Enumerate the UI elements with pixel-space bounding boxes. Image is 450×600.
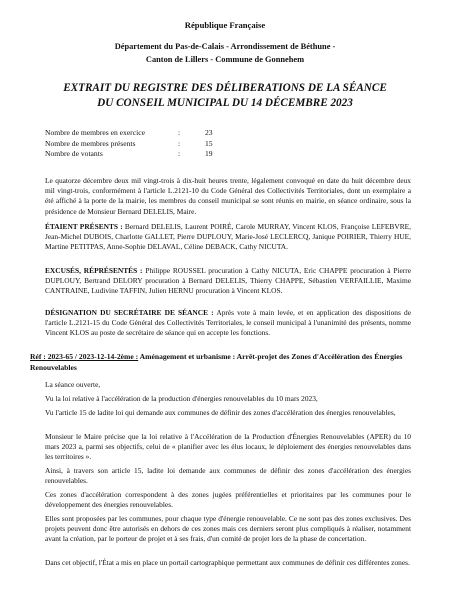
- members-table: [45, 128, 245, 160]
- present-text: Bernard DELELIS, Laurent POIRÉ, Carole MURRAY, Vincent KLOS, Françoise LEFEBVRE, Jean-Michel DUBOIS, Charlotte GALLET, Pierre DUPLOUY, Marie-José LECLERCQ, Janique POIRIER, Thierry HUE, Martine PETITPAS, Anne-Sophie DELAVAL, Céline DEBACK, Cathy NICUTA.: [45, 222, 411, 252]
- members-label: Nombre de membres présents: [45, 138, 136, 148]
- members-row: [45, 139, 245, 150]
- body-paragraph: La séance ouverte,: [45, 380, 101, 389]
- republic-heading: République Française: [184, 20, 266, 30]
- deliberation-subject: [30, 352, 420, 373]
- members-label: Nombre de votants: [45, 149, 103, 159]
- body-paragraph: Monsieur le Maire précise que la loi relative à l'Accélération de la Production d'Énergies Renouvelables (APER) du 10 mars 2023 a, parmi ses objectifs, celui de « planifier avec les élus locaux, le déploiement des énergies renouvelables dans les territoires ».: [45, 432, 411, 462]
- members-label: Nombre de membres en exercice: [45, 128, 145, 137]
- body-paragraph: Ces zones d'accélération correspondent à des zones jugées préférentielles et prioritaires par les communes pour le développement des énergies renouvelables.: [45, 490, 411, 510]
- department-line-1: Département du Pas-de-Calais - Arrondissement de Béthune -: [114, 42, 336, 51]
- body-paragraph: Ainsi, à travers son article 15, ladite loi demande aux communes de définir des zones d'accélération des énergies renouvelables.: [45, 466, 411, 486]
- body-paragraph: Elles sont proposées par les communes, pour chaque type d'énergie renouvelable. Ce ne sont pas des zones exclusives. Des projets peuvent donc être autorisés en dehors de ces zones mais ces derniers seront plus compliqués à réaliser, notamment avant la création, par le porteur de projet et à ses frais, d'un comité de projet lors de la phase de concertation.: [45, 514, 411, 544]
- department-line-2: Canton de Lillers - Commune de Gonnehem: [145, 55, 305, 64]
- members-value: 19: [205, 149, 213, 159]
- intro-paragraph: Le quatorze décembre deux mil vingt-trois à dix-huit heures trente, légalement convoqué en date du huit décembre deux mil vingt-trois, conformément à l'article L.2121-10 du Code Général des Collectivités Territoriales, dont un exemplaire a été affiché à la porte de la mairie, les membres du conseil municipal se sont réunis en mairie, en séance ordinaire, sous la présidence de Monsieur Bernard DELELIS, Maire.: [45, 176, 411, 216]
- document-title: [30, 81, 420, 111]
- body-paragraph: Vu l'article 15 de ladite loi qui demande aux communes de définir des zones d'accélération des énergies renouvelables,: [45, 408, 396, 417]
- subject-reference: Réf : 2023-65 / 2023-12-14-2ème :: [30, 352, 139, 361]
- secretary-text: Après vote à main levée, et en application des dispositions de l'article L.2121-15 du Code Général des Collectivités Territoriales, le conseil municipal à l'unanimité des présents, nomme Vincent KLOS au poste de secrétaire de séance qui en accepte les fonctions.: [45, 308, 411, 338]
- members-row: [45, 149, 245, 160]
- body-paragraph: Vu la loi relative à l'accélération de la production d'énergies renouvelables du 10 mars 2023,: [45, 394, 318, 403]
- excused-label: EXCUSÉS, RÉPRÉSENTÉS :: [45, 266, 143, 275]
- department-heading: [40, 40, 410, 66]
- members-value: 15: [205, 138, 213, 148]
- excused-text: Philippe ROUSSEL procuration à Cathy NICUTA, Eric CHAPPE procuration à Pierre DUPLOUY, Bertrand DELORY procuration à Bernard DELELIS, Thierry CHAPPE, Sébastien VERFAILLIE, Maxime CANTRAINE, Ludivine TAFFIN, Julien HERNU procuration à Vincent KLOS.: [45, 266, 411, 296]
- present-label: ÉTAIENT PRÉSENTS :: [45, 222, 123, 231]
- members-separator: :: [178, 138, 181, 148]
- present-paragraph: [45, 222, 411, 253]
- title-line-1: EXTRAIT DU REGISTRE DES DÉLIBERATIONS DE LA SÉANCE: [63, 82, 387, 94]
- members-value: 23: [205, 128, 213, 137]
- body-paragraph: Dans cet objectif, l'État a mis en place un portail cartographique permettant aux communes de définir ces différentes zones.: [45, 558, 410, 567]
- secretary-label: DÉSIGNATION DU SECRÉTAIRE DE SÉANCE :: [45, 308, 214, 317]
- members-row: [45, 128, 245, 139]
- title-line-2: DU CONSEIL MUNICIPAL DU 14 DÉCEMBRE 2023: [97, 97, 353, 109]
- members-separator: :: [178, 149, 181, 159]
- secretary-paragraph: [45, 308, 411, 339]
- excused-paragraph: [45, 266, 411, 297]
- subject-text: Aménagement et urbanisme : Arrêt-projet des Zones d'Accélération des Énergies Renouvelables: [30, 352, 403, 372]
- members-separator: :: [178, 128, 181, 137]
